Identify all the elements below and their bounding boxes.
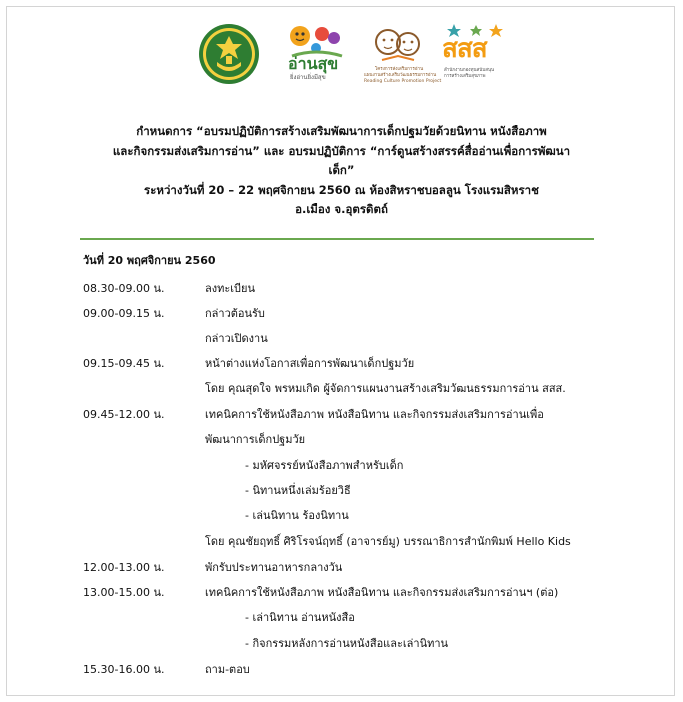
read-happy-tagline: ยิ่งอ่านยิ่งมีสุข [290,74,326,81]
schedule-time: 08.30-09.00 น. [83,282,165,295]
schedule-time: 09.45-12.00 น. [83,408,165,421]
reading-culture-caption-1: โครงการส่งเสริมการอ่าน [374,67,424,72]
read-happy-text: อ่านสุข [288,54,339,73]
header-line-5: อ.เมือง จ.อุตรดิตถ์ [295,202,388,216]
reading-culture-logo [364,22,442,94]
thaihealth-caption [444,68,494,80]
schedule-desc: ถาม-ตอบ [205,663,250,676]
thaihealth-caption-2: การสร้างเสริมสุขภาพ [444,74,486,79]
thaihealth-logo [442,22,510,94]
day-title: วันที่ 20 พฤศจิกายน 2560 [83,254,216,267]
schedule-desc: โดย คุณชัยฤทธิ์ ศิริโรจน์ฤทธิ์ (อาจารย์มู) บรรณาธิการสำนักพิมพ์ Hello Kids [205,535,571,548]
schedule-desc: เทคนิคการใช้หนังสือภาพ หนังสือนิทาน และกิจกรรมส่งเสริมการอ่านเพื่อ [205,408,544,421]
header-line-4: ระหว่างวันที่ 20 – 22 พฤศจิกายน 2560 ณ ห้องสิหราชบอลลูน โรงแรมสิหราช [144,182,539,197]
schedule-time: 09.15-09.45 น. [83,357,165,370]
schedule-desc: กล่าวเปิดงาน [205,332,268,345]
reading-culture-caption-3: Reading Culture Promotion Project [364,79,442,84]
document-header [70,122,613,220]
schedule-desc: - นิทานหนึ่งเล่มร้อยวิธี [245,484,351,497]
schedule-time: 12.00-13.00 น. [83,561,165,574]
reading-culture-caption [364,67,442,85]
schedule-desc: พักรับประทานอาหารกลางวัน [205,561,343,574]
schedule-desc: พัฒนาการเด็กปฐมวัย [205,433,306,446]
header-line-3: เด็ก” [328,163,355,177]
logo-strip [0,22,683,94]
reading-culture-caption-2: แผนงานสร้างเสริมวัฒนธรรมการอ่าน [364,73,437,78]
ministry-seal-icon [198,22,260,86]
schedule-desc: - กิจกรรมหลังการอ่านหนังสือและเล่านิทาน [245,637,449,650]
schedule-desc: - เล่นนิทาน ร้องนิทาน [245,509,349,522]
header-line-1: กำหนดการ “อบรมปฏิบัติการสร้างเสริมพัฒนาการเด็กปฐมวัยด้วยนิทาน หนังสือภาพ [136,124,547,138]
thaihealth-text: สสส [442,34,487,64]
header-line-2: และกิจกรรมส่งเสริมการอ่าน” และ อบรมปฏิบัติการ “การ์ดูนสร้างสรรค์สื่ออ่านเพื่อการพัฒนา [112,143,571,158]
schedule-desc: กล่าวต้อนรับ [205,307,265,320]
schedule-time: 15.30-16.00 น. [83,663,165,676]
schedule-desc: - เล่านิทาน อ่านหนังสือ [245,611,355,624]
schedule-desc: เทคนิคการใช้หนังสือภาพ หนังสือนิทาน และกิจกรรมส่งเสริมการอ่านฯ (ต่อ) [205,586,559,599]
children-reading-icon [364,22,434,66]
schedule-desc: หน้าต่างแห่งโอกาสเพื่อการพัฒนาเด็กปฐมวัย [205,357,415,370]
schedule-time: 09.00-09.15 น. [83,307,165,320]
schedule-desc: ลงทะเบียน [205,282,255,295]
schedule-desc: โดย คุณสุดใจ พรหมเกิด ผู้จัดการแผนงานสร้างเสริมวัฒนธรรมการอ่าน สสส. [205,382,566,395]
divider-line [80,238,594,240]
schedule-desc: - มหัศจรรย์หนังสือภาพสำหรับเด็ก [245,459,404,472]
thaihealth-caption-1: สำนักงานกองทุนสนับสนุน [444,68,495,73]
schedule-time: 13.00-15.00 น. [83,586,165,599]
read-happy-logo [286,22,346,92]
